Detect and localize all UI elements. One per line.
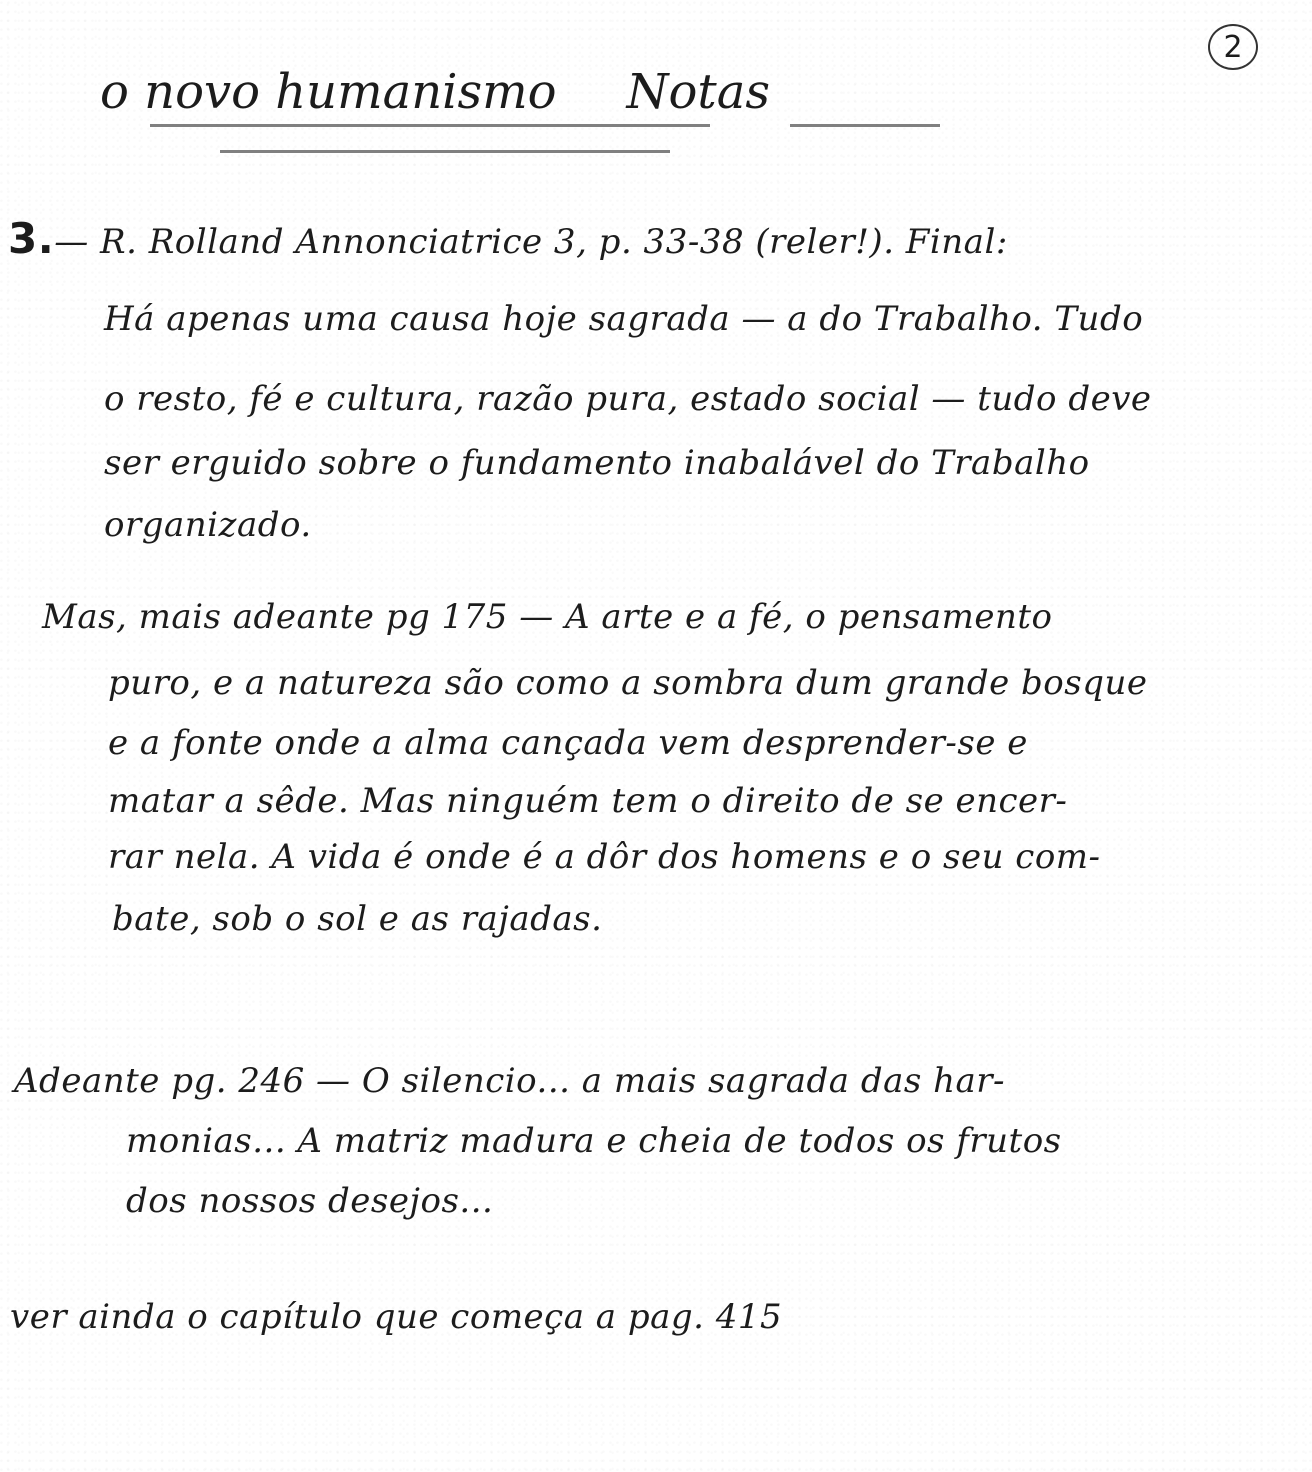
note-line (8, 214, 1008, 263)
note-line: Há apenas uma causa hoje sagrada — a do Trabalho. Tudo (104, 299, 1144, 339)
note-line: dos nossos desejos... (126, 1181, 494, 1221)
note-line: bate, sob o sol e as rajadas. (112, 899, 603, 939)
page-number (1208, 24, 1258, 70)
item-number: 3. (8, 214, 55, 263)
title-underline (150, 124, 710, 127)
notes-underline (790, 124, 940, 127)
note-line: ser erguido sobre o fundamento inabalável do Trabalho (104, 443, 1090, 483)
note-line: monias... A matriz madura e cheia de todos os frutos (126, 1121, 1062, 1161)
note-line: ver ainda o capítulo que começa a pag. 415 (10, 1297, 783, 1337)
note-line: organizado. (104, 505, 312, 545)
note-line-text: — R. Rolland Annonciatrice 3, p. 33-38 (reler!). Final: (54, 222, 1008, 262)
note-line: matar a sêde. Mas ninguém tem o direito de se encer- (108, 781, 1068, 821)
note-line: Adeante pg. 246 — O silencio... a mais sagrada das har- (14, 1061, 1006, 1101)
note-line: rar nela. A vida é onde é a dôr dos homens e o seu com- (108, 837, 1101, 877)
note-line: o resto, fé e cultura, razão pura, estado social — tudo deve (104, 379, 1152, 419)
title-underline-second (220, 150, 670, 153)
note-line: e a fonte onde a alma cançada vem desprender-se e (108, 723, 1028, 763)
page-title (100, 64, 770, 120)
title-notes: Notas (626, 64, 770, 120)
page-number-text: 2 (1223, 29, 1243, 65)
note-line: Mas, mais adeante pg 175 — A arte e a fé, o pensamento (42, 597, 1053, 637)
title-main: o novo humanismo (100, 64, 557, 120)
note-line: puro, e a natureza são como a sombra dum grande bosque (108, 663, 1148, 703)
